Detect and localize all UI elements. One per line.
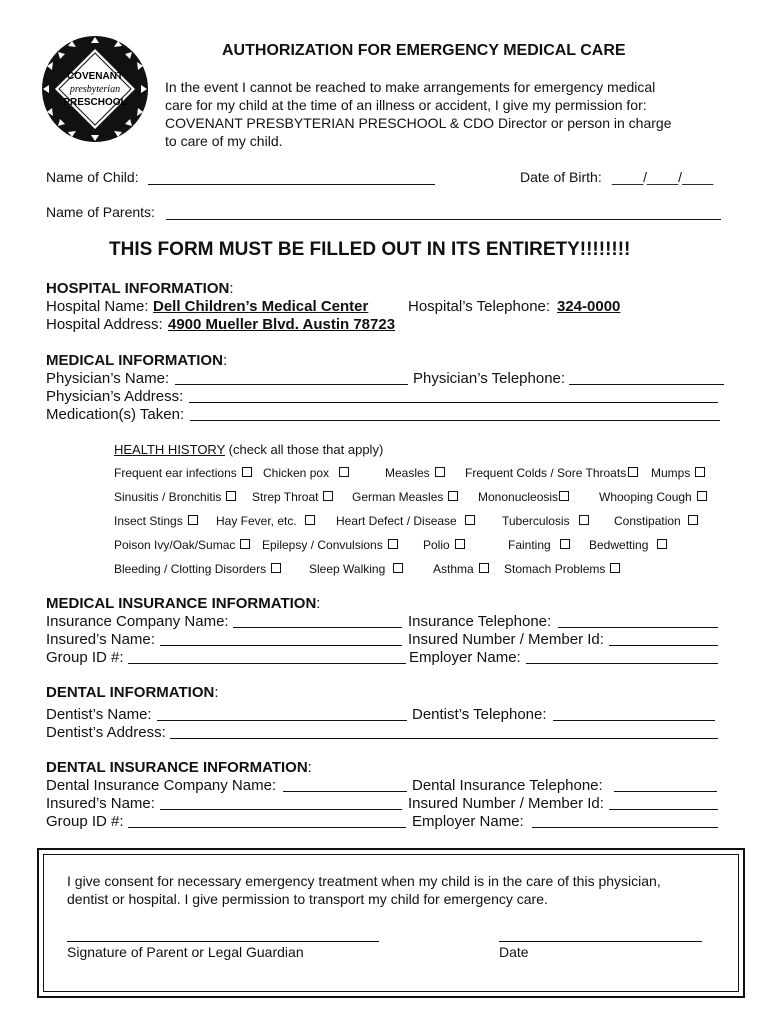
consent-box <box>37 848 745 998</box>
dental-employer-field[interactable] <box>532 827 718 828</box>
condition-label: Whooping Cough <box>599 490 692 504</box>
intro-line-1: In the event I cannot be reached to make arrangements for emergency medical <box>165 79 656 95</box>
dental-phone-label: Dental Insurance Telephone: <box>412 777 603 794</box>
physician-name-label: Physician’s Name: <box>46 370 170 387</box>
signature-field[interactable] <box>67 941 379 942</box>
condition-checkbox[interactable] <box>479 563 489 573</box>
condition-label: Sinusitis / Bronchitis <box>114 490 222 504</box>
condition-checkbox[interactable] <box>455 539 465 549</box>
insurance-phone-field[interactable] <box>558 627 718 628</box>
physician-address-label: Physician’s Address: <box>46 388 184 405</box>
dental-phone-field[interactable] <box>614 791 717 792</box>
condition-item[interactable] <box>651 466 705 480</box>
group-id-label: Group ID #: <box>46 649 124 666</box>
condition-checkbox[interactable] <box>448 491 458 501</box>
condition-label: Mononucleosis <box>478 490 559 504</box>
medical-heading: MEDICAL INFORMATION: <box>46 352 228 369</box>
hospital-address-value: 4900 Mueller Blvd. Austin 78723 <box>168 316 396 333</box>
preschool-logo <box>40 34 150 144</box>
condition-item[interactable] <box>309 562 403 576</box>
condition-item[interactable] <box>263 466 349 480</box>
dental-member-field[interactable] <box>609 809 718 810</box>
dental-group-field[interactable] <box>128 827 406 828</box>
condition-item[interactable] <box>114 490 236 504</box>
condition-label: Asthma <box>433 562 474 576</box>
condition-item[interactable] <box>336 514 475 528</box>
condition-label: Stomach Problems <box>504 562 606 576</box>
dental-heading: DENTAL INFORMATION: <box>46 684 219 701</box>
condition-checkbox[interactable] <box>323 491 333 501</box>
condition-label: Frequent ear infections <box>114 466 237 480</box>
hospital-heading-text: HOSPITAL INFORMATION <box>46 280 230 297</box>
condition-item[interactable] <box>504 562 620 576</box>
insurance-company-field[interactable] <box>233 627 402 628</box>
dental-insurance-heading-text: DENTAL INSURANCE INFORMATION <box>46 759 308 776</box>
dentist-address-field[interactable] <box>170 738 718 739</box>
dental-insurance-heading: DENTAL INSURANCE INFORMATION: <box>46 759 312 776</box>
condition-label: Frequent Colds / Sore Throats <box>465 466 627 480</box>
condition-label: German Measles <box>352 490 444 504</box>
parents-field[interactable] <box>166 219 721 220</box>
medications-field[interactable] <box>190 420 720 421</box>
condition-label: Chicken pox <box>263 466 330 480</box>
medical-insurance-heading: MEDICAL INSURANCE INFORMATION: <box>46 595 321 612</box>
hospital-address-label: Hospital Address: <box>46 316 163 333</box>
insurance-company-label: Insurance Company Name: <box>46 613 229 630</box>
condition-checkbox[interactable] <box>242 467 252 477</box>
member-id-field[interactable] <box>609 645 718 646</box>
condition-checkbox[interactable] <box>305 515 315 525</box>
condition-label: Constipation <box>614 514 681 528</box>
condition-item[interactable] <box>252 490 333 504</box>
dob-label: Date of Birth: <box>520 169 602 185</box>
insured-name-label: Insured’s Name: <box>46 631 155 648</box>
condition-label: Bleeding / Clotting Disorders <box>114 562 267 576</box>
health-history-note: (check all those that apply) <box>228 442 384 457</box>
physician-name-field[interactable] <box>175 384 408 385</box>
condition-checkbox[interactable] <box>610 563 620 573</box>
dentist-phone-field[interactable] <box>553 720 715 721</box>
health-history-heading <box>114 442 383 458</box>
intro-line-4: to care of my child. <box>165 133 283 149</box>
condition-item[interactable] <box>262 538 398 552</box>
condition-label: Strep Throat <box>252 490 319 504</box>
condition-checkbox[interactable] <box>697 491 707 501</box>
parents-label: Name of Parents: <box>46 204 155 220</box>
insurance-phone-label: Insurance Telephone: <box>408 613 552 630</box>
group-id-field[interactable] <box>128 663 406 664</box>
condition-label: Insect Stings <box>114 514 183 528</box>
hospital-phone-label: Hospital’s Telephone: <box>408 298 551 315</box>
condition-item[interactable] <box>114 466 252 480</box>
hospital-name-label: Hospital Name: <box>46 298 149 315</box>
employer-field[interactable] <box>526 663 718 664</box>
condition-label: Measles <box>385 466 430 480</box>
condition-item[interactable] <box>589 538 667 552</box>
dob-field[interactable]: ____/____/____ <box>612 169 714 185</box>
condition-checkbox[interactable] <box>339 467 349 477</box>
condition-label: Mumps <box>651 466 691 480</box>
logo-line-2: presbyterian <box>69 84 121 95</box>
dentist-phone-label: Dentist’s Telephone: <box>412 706 547 723</box>
condition-label: Fainting <box>508 538 551 552</box>
condition-label: Polio <box>423 538 450 552</box>
form-title: AUTHORIZATION FOR EMERGENCY MEDICAL CARE <box>222 42 626 59</box>
warning-banner: THIS FORM MUST BE FILLED OUT IN ITS ENTIRETY!!!!!!!! <box>109 239 631 260</box>
condition-item[interactable] <box>508 538 570 552</box>
condition-checkbox[interactable] <box>226 491 236 501</box>
condition-checkbox[interactable] <box>188 515 198 525</box>
condition-item[interactable] <box>385 466 445 480</box>
medical-heading-text: MEDICAL INFORMATION <box>46 352 223 369</box>
condition-item[interactable] <box>216 514 315 528</box>
condition-item[interactable] <box>465 466 638 480</box>
condition-checkbox[interactable] <box>695 467 705 477</box>
condition-checkbox[interactable] <box>579 515 589 525</box>
date-label: Date <box>499 944 529 960</box>
intro-line-3: COVENANT PRESBYTERIAN PRESCHOOL & CDO Director or person in charge <box>165 115 672 131</box>
condition-label: Bedwetting <box>589 538 649 552</box>
signature-label: Signature of Parent or Legal Guardian <box>67 944 304 960</box>
physician-phone-label: Physician’s Telephone: <box>413 370 566 387</box>
dental-heading-text: DENTAL INFORMATION <box>46 684 215 701</box>
condition-label: Tuberculosis <box>502 514 570 528</box>
condition-item[interactable] <box>114 514 198 528</box>
physician-phone-field[interactable] <box>569 384 724 385</box>
dental-member-label: Insured Number / Member Id: <box>408 795 604 812</box>
condition-checkbox[interactable] <box>628 467 638 477</box>
health-history-heading-text: HEALTH HISTORY <box>114 442 226 457</box>
condition-checkbox[interactable] <box>559 491 569 501</box>
dentist-name-field[interactable] <box>157 720 407 721</box>
condition-checkbox[interactable] <box>240 539 250 549</box>
physician-address-field[interactable] <box>189 402 718 403</box>
condition-item[interactable] <box>478 490 569 504</box>
condition-checkbox[interactable] <box>271 563 281 573</box>
dental-company-label: Dental Insurance Company Name: <box>46 777 277 794</box>
dentist-name-label: Dentist’s Name: <box>46 706 152 723</box>
condition-label: Hay Fever, etc. <box>216 514 297 528</box>
hospital-phone-value: 324-0000 <box>557 298 621 315</box>
condition-label: Poison Ivy/Oak/Sumac <box>114 538 236 552</box>
condition-checkbox[interactable] <box>393 563 403 573</box>
dentist-address-label: Dentist’s Address: <box>46 724 166 741</box>
consent-text-2: dentist or hospital. I give permission to transport my child for emergency care. <box>67 891 548 907</box>
condition-item[interactable] <box>423 538 465 552</box>
hospital-heading: HOSPITAL INFORMATION: <box>46 280 234 297</box>
dental-employer-label: Employer Name: <box>412 813 524 830</box>
intro-line-2: care for my child at the time of an illness or accident, I give my permission for: <box>165 97 647 113</box>
condition-item[interactable] <box>114 562 281 576</box>
dental-insured-label: Insured’s Name: <box>46 795 155 812</box>
condition-item[interactable] <box>433 562 489 576</box>
logo-line-3: PRESCHOOL <box>63 97 127 108</box>
condition-label: Heart Defect / Disease <box>336 514 457 528</box>
condition-item[interactable] <box>114 538 250 552</box>
hospital-name-value: Dell Children’s Medical Center <box>153 298 369 315</box>
condition-label: Sleep Walking <box>309 562 386 576</box>
condition-item[interactable] <box>502 514 589 528</box>
condition-label: Epilepsy / Convulsions <box>262 538 383 552</box>
member-id-label: Insured Number / Member Id: <box>408 631 604 648</box>
condition-item[interactable] <box>599 490 707 504</box>
date-field[interactable] <box>499 941 702 942</box>
condition-item[interactable] <box>352 490 458 504</box>
condition-checkbox[interactable] <box>465 515 475 525</box>
child-name-field[interactable] <box>148 184 435 185</box>
employer-label: Employer Name: <box>409 649 521 666</box>
child-name-label: Name of Child: <box>46 169 139 185</box>
condition-checkbox[interactable] <box>560 539 570 549</box>
medications-label: Medication(s) Taken: <box>46 406 185 423</box>
condition-checkbox[interactable] <box>435 467 445 477</box>
dental-group-label: Group ID #: <box>46 813 124 830</box>
logo-line-1: COVENANT <box>66 71 124 82</box>
condition-checkbox[interactable] <box>688 515 698 525</box>
insured-name-field[interactable] <box>160 645 402 646</box>
condition-checkbox[interactable] <box>657 539 667 549</box>
condition-item[interactable] <box>614 514 698 528</box>
medical-insurance-heading-text: MEDICAL INSURANCE INFORMATION <box>46 595 317 612</box>
dental-company-field[interactable] <box>283 791 407 792</box>
dental-insured-field[interactable] <box>160 809 402 810</box>
consent-text-1: I give consent for necessary emergency treatment when my child is in the care of this physician, <box>67 873 661 889</box>
condition-checkbox[interactable] <box>388 539 398 549</box>
